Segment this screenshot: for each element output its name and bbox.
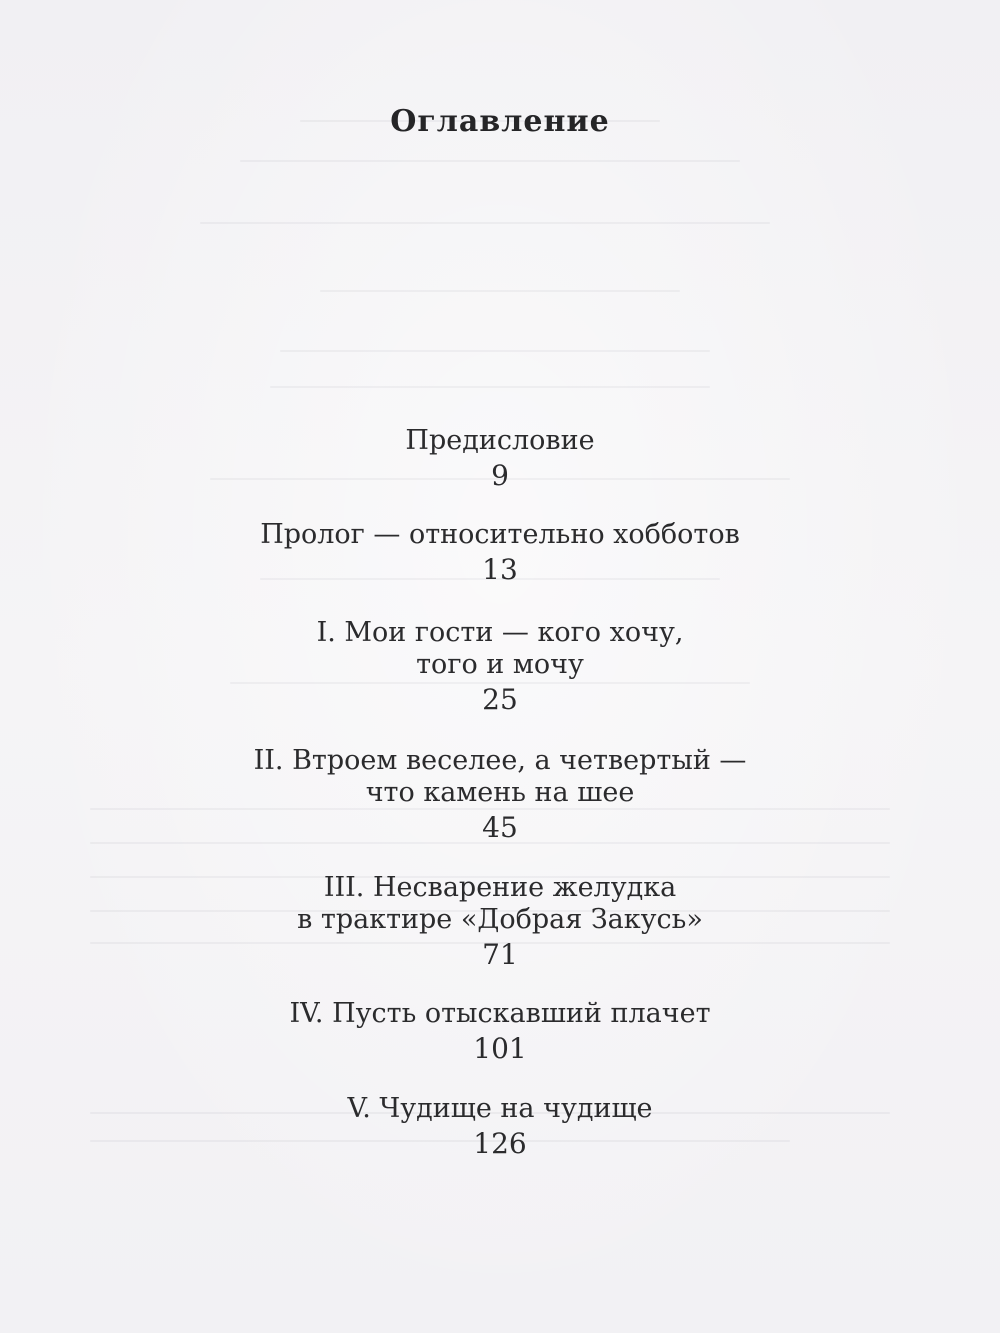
toc-entry-title: Пролог — относительно хобботов bbox=[260, 519, 740, 550]
toc-entry-page: 71 bbox=[482, 938, 518, 971]
toc-entry-chapter-2[interactable] bbox=[0, 745, 1000, 845]
toc-entry-page: 45 bbox=[482, 811, 518, 844]
toc-entry-page: 25 bbox=[482, 683, 518, 716]
toc-entry-page: 9 bbox=[491, 459, 509, 492]
toc-entry-chapter-3[interactable] bbox=[0, 872, 1000, 972]
toc-entry-chapter-1[interactable] bbox=[0, 617, 1000, 717]
toc-entry-title: II. Втроем веселее, а четвертый — bbox=[253, 745, 747, 776]
toc-entry-page: 126 bbox=[473, 1127, 527, 1160]
toc-entry-title: III. Несварение желудка bbox=[323, 872, 677, 903]
toc-entry-page: 101 bbox=[473, 1032, 527, 1065]
toc-entry-title: V. Чудище на чудище bbox=[347, 1093, 653, 1124]
toc-entry-title-continued: того и мочу bbox=[416, 649, 584, 680]
toc-entry-chapter-4[interactable] bbox=[0, 998, 1000, 1066]
toc-entry-title-continued: что камень на шее bbox=[365, 777, 635, 808]
toc-entry-preface[interactable] bbox=[0, 425, 1000, 493]
toc-entry-title-continued: в трактире «Добрая Закусь» bbox=[297, 904, 703, 935]
toc-entry-title: IV. Пусть отыскавший плачет bbox=[289, 998, 711, 1029]
toc-entry-title: I. Мои гости — кого хочу, bbox=[316, 617, 684, 648]
toc-entry-page: 13 bbox=[482, 553, 518, 586]
toc-entry-title: Предисловие bbox=[405, 425, 595, 456]
toc-entry-chapter-5[interactable] bbox=[0, 1093, 1000, 1161]
toc-entry-prologue[interactable] bbox=[0, 519, 1000, 587]
toc-title: Оглавление bbox=[390, 104, 610, 139]
